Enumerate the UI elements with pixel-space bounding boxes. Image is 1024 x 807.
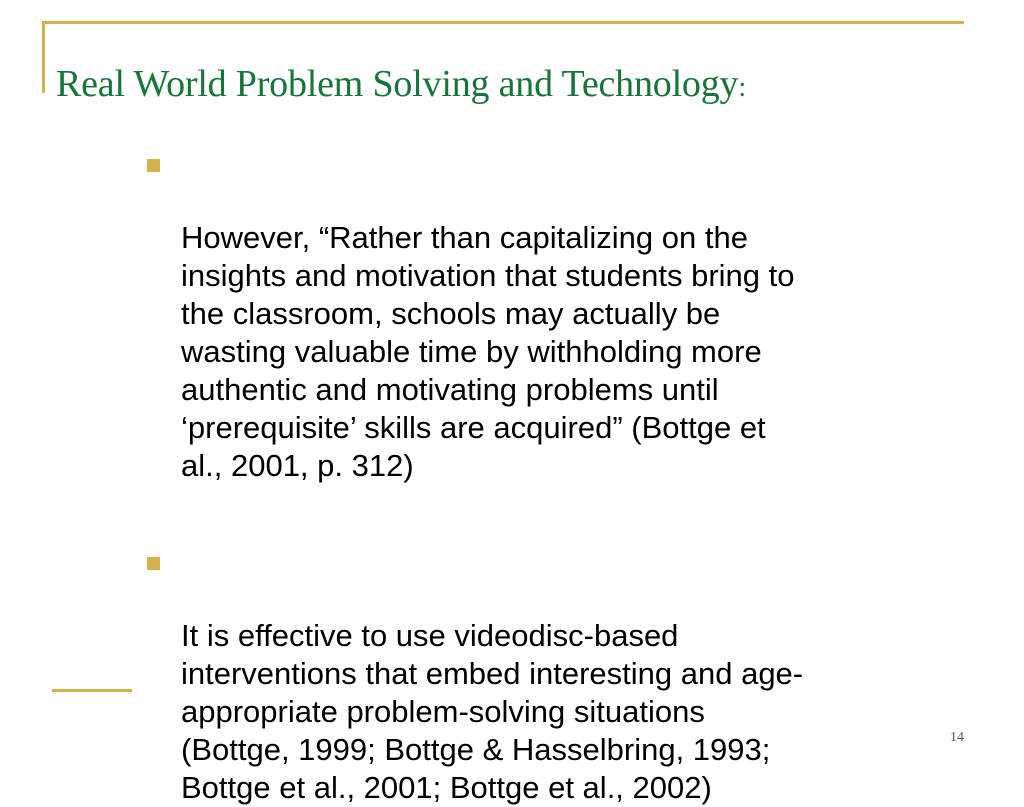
bullet-item <box>143 143 993 485</box>
frame-bottom-accent-line <box>52 689 132 692</box>
square-bullet-icon <box>147 159 160 172</box>
slide-title-suffix: : <box>738 72 746 103</box>
frame-left-line <box>42 21 45 93</box>
slide-title <box>56 62 746 106</box>
bullet-text: It is effective to use videodisc-based interventions that embed interesting and age- appropriate problem-solving situations (Bottge, 1999; Bottge & Hasselbring, 1993; Bottge et al., 2001; Bottge et al., 2002) <box>181 618 804 805</box>
bullet-list <box>143 143 993 807</box>
slide-title-text: Real World Problem Solving and Technology <box>56 63 739 105</box>
frame-top-line <box>42 21 964 24</box>
bullet-item <box>143 541 993 807</box>
page-number: 14 <box>950 730 964 745</box>
bullet-text: However, “Rather than capitalizing on the insights and motivation that students bring to the classroom, schools may actually be wasting valuable time by withholding more authentic and motivating problems until ‘prerequisite’ skills are acquired” (Bottge et al., 2001, p. 312) <box>181 220 795 483</box>
square-bullet-icon <box>147 557 160 570</box>
